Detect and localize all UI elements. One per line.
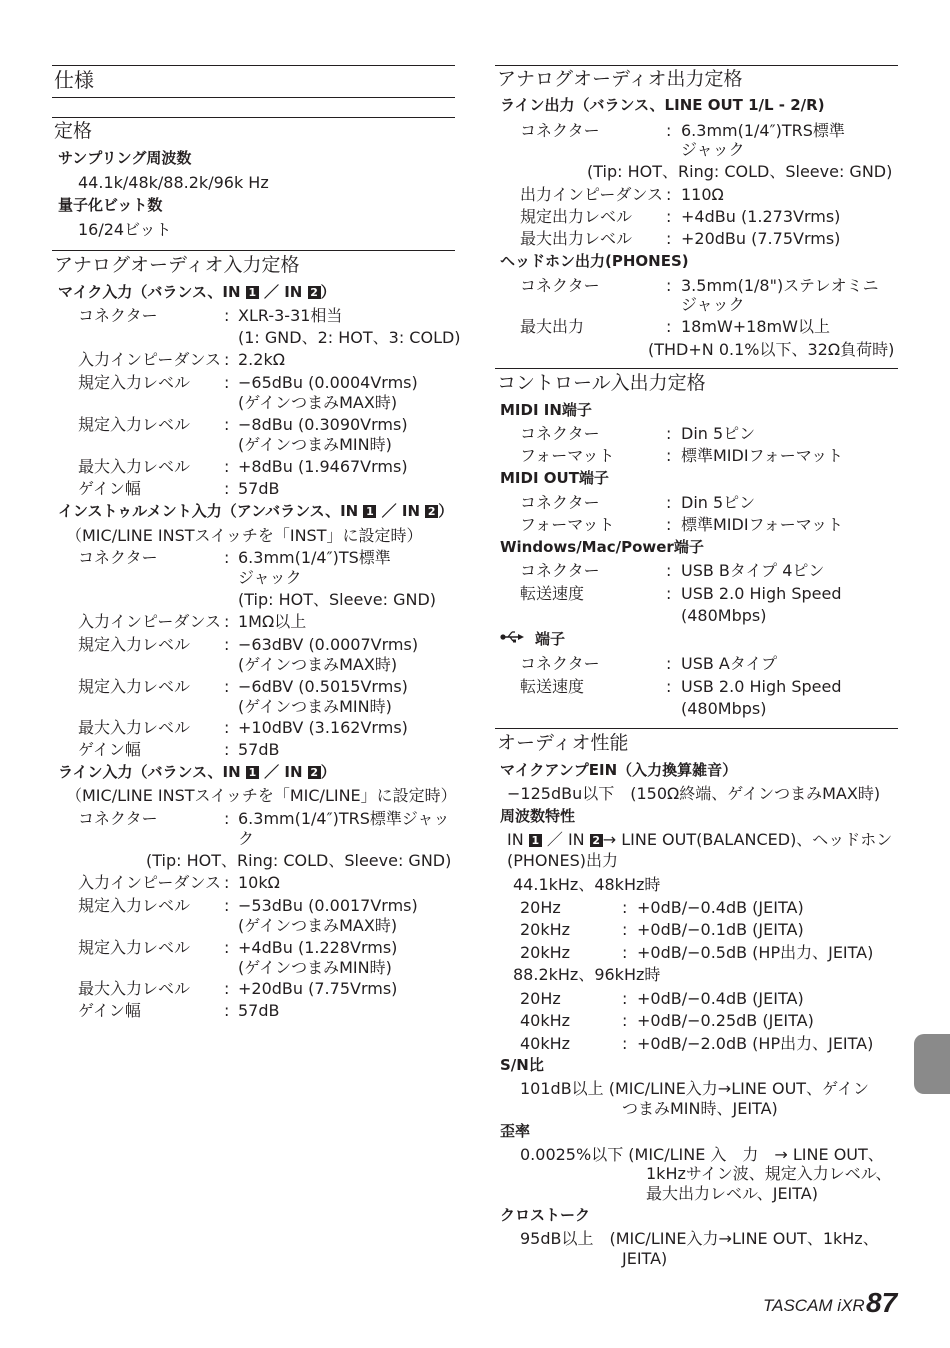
title-rule-bottom [52, 97, 455, 98]
spec-value: (Tip: HOT、Ring: COLD、Sleeve: GND) [146, 851, 452, 870]
colon: : [666, 561, 672, 580]
colon: : [224, 415, 230, 434]
spec-note: (ゲインつまみMAX時) [238, 655, 398, 674]
section-rule [495, 65, 898, 66]
spec-label: コネクター [520, 276, 600, 295]
colon: : [622, 943, 628, 962]
sn-value: 101dB以上 (MIC/LINE入力→LINE OUT、ゲイン [520, 1079, 869, 1098]
spec-value: ジャック [681, 295, 745, 314]
in-1-badge: 1 [529, 834, 542, 847]
spec-label: 最大出力 [520, 317, 585, 336]
colon: : [224, 1001, 230, 1020]
spec-value: 57dB [238, 740, 280, 759]
spec-value: USB 2.0 High Speed [681, 677, 842, 696]
spec-label: 最大出力レベル [520, 229, 633, 248]
distortion-value: 0.0025%以下 (MIC/LINE 入 力 → LINE OUT、 [520, 1145, 884, 1164]
bit-label: 量子化ビット数 [58, 196, 163, 214]
freq-path: IN 1 ／ IN 2 → LINE OUT(BALANCED)、ヘッドホン [507, 830, 893, 849]
spec-value: +8dBu (1.9467Vrms) [238, 457, 408, 476]
spec-value: 57dB [238, 479, 280, 498]
spec-value: −8dBu (0.3090Vrms) [238, 415, 408, 434]
spec-value: USB Bタイプ 4ピン [681, 561, 825, 580]
freq-group-2: 88.2kHz、96kHz時 [513, 965, 661, 984]
ein-value: −125dBu以下 (150Ω終端、ゲインつまみMAX時) [507, 784, 881, 803]
spec-value: ジャック [681, 140, 745, 159]
freq-label: 20Hz [520, 989, 561, 1008]
spec-label: ゲイン幅 [78, 740, 141, 759]
line-input-title: ライン入力（バランス、IN 1 ／ IN 2 ） [58, 763, 336, 781]
spec-label: 入力インピーダンス [78, 873, 222, 892]
spec-value: USB Aタイプ [681, 654, 778, 673]
in-1-badge: 1 [363, 505, 376, 518]
freq-value: +0dB/−0.5dB (HP出力、JEITA) [637, 943, 874, 962]
usb-a-title: 端子 [535, 630, 566, 648]
colon: : [666, 493, 672, 512]
in-1-badge: 1 [246, 766, 259, 779]
midi-out-title: MIDI OUT端子 [500, 469, 609, 487]
switch-note: （MIC/LINE INSTスイッチを「MIC/LINE」に設定時） [66, 786, 457, 805]
sampling-value: 44.1k/48k/88.2k/96k Hz [78, 173, 269, 192]
spec-value: 110Ω [681, 185, 724, 204]
section-rule [495, 728, 898, 729]
freq-label: 20kHz [520, 943, 571, 962]
spec-value: ジャック [238, 568, 302, 587]
freq-title: 周波数特性 [500, 807, 576, 825]
sn-value-2: つまみMIN時、JEITA) [622, 1099, 778, 1118]
colon: : [224, 979, 230, 998]
spec-label: ゲイン幅 [78, 479, 141, 498]
colon: : [224, 809, 230, 828]
phones-title: ヘッドホン出力(PHONES) [500, 252, 689, 270]
spec-value: ク [238, 829, 255, 848]
line-out-title: ライン出力（バランス、LINE OUT 1/L - 2/R) [500, 96, 825, 114]
in-2-badge: 2 [308, 286, 321, 299]
spec-value: +4dBu (1.273Vrms) [681, 207, 841, 226]
mic-input-title: マイク入力（バランス、IN 1 ／ IN 2 ） [58, 283, 336, 301]
spec-label: コネクター [520, 424, 600, 443]
spec-note: (ゲインつまみMIN時) [238, 435, 392, 454]
freq-value: +0dB/−0.4dB (JEITA) [637, 898, 804, 917]
freq-label: 40kHz [520, 1034, 571, 1053]
spec-label: 規定入力レベル [78, 938, 191, 957]
colon: : [666, 207, 672, 226]
crosstalk-value-2: JEITA) [622, 1249, 668, 1268]
freq-value: +0dB/−0.1dB (JEITA) [637, 920, 804, 939]
spec-value: 1MΩ以上 [238, 612, 307, 631]
distortion-value-3: 最大出力レベル、JEITA) [646, 1184, 818, 1203]
midi-in-title: MIDI IN端子 [500, 401, 592, 419]
colon: : [224, 548, 230, 567]
colon: : [224, 457, 230, 476]
spec-label: 入力インピーダンス [78, 350, 222, 369]
freq-path-2: (PHONES)出力 [507, 851, 618, 870]
spec-label: 規定入力レベル [78, 896, 191, 915]
spec-value: (Tip: HOT、Ring: COLD、Sleeve: GND) [587, 162, 893, 181]
spec-label: コネクター [520, 121, 600, 140]
freq-value: +0dB/−2.0dB (HP出力、JEITA) [637, 1034, 874, 1053]
switch-note: （MIC/LINE INSTスイッチを「INST」に設定時） [66, 526, 423, 545]
colon: : [622, 920, 628, 939]
spec-note: (THD+N 0.1%以下、32Ω負荷時) [648, 340, 895, 359]
spec-value: (Tip: HOT、Sleeve: GND) [238, 590, 437, 609]
sampling-label: サンプリング周波数 [58, 149, 192, 167]
spec-note: (ゲインつまみMIN時) [238, 958, 392, 977]
spec-value: 57dB [238, 1001, 280, 1020]
colon: : [224, 373, 230, 392]
colon: : [224, 938, 230, 957]
colon: : [666, 185, 672, 204]
spec-value: (1: GND、2: HOT、3: COLD) [238, 328, 461, 347]
spec-label: 最大入力レベル [78, 718, 191, 737]
audio-perf-heading: オーディオ性能 [497, 732, 629, 754]
spec-label: コネクター [78, 306, 158, 325]
control-heading: コントロール入出力定格 [497, 372, 706, 394]
section-rule [495, 368, 898, 369]
colon: : [224, 677, 230, 696]
title-rule-top [52, 65, 455, 66]
colon: : [224, 306, 230, 325]
colon: : [224, 718, 230, 737]
spec-label: 最大入力レベル [78, 457, 191, 476]
spec-value: Din 5ピン [681, 493, 756, 512]
colon: : [224, 896, 230, 915]
freq-value: +0dB/−0.25dB (JEITA) [637, 1011, 814, 1030]
in-2-badge: 2 [425, 505, 438, 518]
sn-title: S/N比 [500, 1056, 544, 1074]
spec-label: コネクター [520, 493, 600, 512]
analog-in-heading: アナログオーディオ入力定格 [54, 254, 300, 276]
colon: : [666, 121, 672, 140]
spec-label: コネクター [78, 548, 158, 567]
spec-label: 入力インピーダンス [78, 612, 222, 631]
in-1-badge: 1 [246, 286, 259, 299]
spec-note: (ゲインつまみMAX時) [238, 916, 398, 935]
colon: : [622, 1034, 628, 1053]
spec-label: コネクター [520, 654, 600, 673]
colon: : [622, 898, 628, 917]
colon: : [224, 635, 230, 654]
spec-value: 10kΩ [238, 873, 280, 892]
spec-value: 3.5mm(1/8")ステレオミニ [681, 276, 879, 295]
spec-value: (480Mbps) [681, 699, 767, 718]
spec-label: コネクター [520, 561, 600, 580]
distortion-value-2: 1kHzサイン波、規定入力レベル、 [646, 1164, 892, 1183]
analog-out-heading: アナログオーディオ出力定格 [497, 68, 743, 90]
spec-value: (480Mbps) [681, 606, 767, 625]
colon: : [666, 276, 672, 295]
spec-label: 規定入力レベル [78, 373, 191, 392]
spec-value: +10dBV (3.162Vrms) [238, 718, 408, 737]
crosstalk-value: 95dB以上 (MIC/LINE入力→LINE OUT、1kHz、 [520, 1229, 879, 1248]
footer-brand: TASCAM iXR [763, 1296, 865, 1315]
spec-label: 規定出力レベル [520, 207, 633, 226]
in-2-badge: 2 [590, 834, 603, 847]
colon: : [224, 612, 230, 631]
distortion-title: 歪率 [500, 1122, 531, 1140]
spec-value: USB 2.0 High Speed [681, 584, 842, 603]
colon: : [666, 677, 672, 696]
colon: : [224, 873, 230, 892]
colon: : [224, 479, 230, 498]
spec-value: 標準MIDIフォーマット [681, 515, 844, 534]
spec-value: +20dBu (7.75Vrms) [238, 979, 398, 998]
page-title: 仕様 [54, 68, 94, 92]
spec-value: −63dBV (0.0007Vrms) [238, 635, 419, 654]
spec-note: (ゲインつまみMIN時) [238, 697, 392, 716]
section-rule [52, 250, 455, 251]
spec-value: +4dBu (1.228Vrms) [238, 938, 398, 957]
spec-value: −65dBu (0.0004Vrms) [238, 373, 418, 392]
ein-title: マイクアンプEIN（入力換算雑音） [500, 761, 738, 779]
spec-label: コネクター [78, 809, 158, 828]
colon: : [622, 989, 628, 1008]
freq-value: +0dB/−0.4dB (JEITA) [637, 989, 804, 1008]
freq-label: 20kHz [520, 920, 571, 939]
spec-value: −53dBu (0.0017Vrms) [238, 896, 418, 915]
section-rule [52, 117, 455, 118]
spec-value: 18mW+18mW以上 [681, 317, 830, 336]
bit-value: 16/24ビット [78, 220, 172, 239]
colon: : [666, 424, 672, 443]
ratings-heading: 定格 [54, 120, 93, 142]
spec-label: ゲイン幅 [78, 1001, 141, 1020]
colon: : [224, 350, 230, 369]
spec-value: +20dBu (7.75Vrms) [681, 229, 841, 248]
spec-value: Din 5ピン [681, 424, 756, 443]
spec-value: 6.3mm(1/4″)TS標準 [238, 548, 391, 567]
spec-value: 6.3mm(1/4″)TRS標準 [681, 121, 845, 140]
freq-label: 20Hz [520, 898, 561, 917]
colon: : [224, 740, 230, 759]
spec-value: 6.3mm(1/4″)TRS標準ジャッ [238, 809, 450, 828]
spec-value: XLR-3-31相当 [238, 306, 343, 325]
usb-b-title: Windows/Mac/Power端子 [500, 538, 704, 556]
spec-value: −6dBV (0.5015Vrms) [238, 677, 408, 696]
spec-value: 標準MIDIフォーマット [681, 446, 844, 465]
freq-group-1: 44.1kHz、48kHz時 [513, 875, 661, 894]
in-2-badge: 2 [308, 766, 321, 779]
colon: : [666, 229, 672, 248]
colon: : [666, 654, 672, 673]
chapter-tab [914, 1034, 950, 1094]
colon: : [622, 1011, 628, 1030]
colon: : [666, 515, 672, 534]
inst-input-title: インストゥルメント入力（アンバランス、IN 1 ／ IN 2 ） [58, 502, 454, 520]
spec-label: 規定入力レベル [78, 415, 191, 434]
spec-label: 規定入力レベル [78, 677, 191, 696]
spec-label: 転送速度 [520, 584, 585, 603]
colon: : [666, 317, 672, 336]
spec-label: 出力インピーダンス [520, 185, 664, 204]
crosstalk-title: クロストーク [500, 1206, 591, 1224]
colon: : [666, 584, 672, 603]
colon: : [666, 446, 672, 465]
spec-label: フォーマット [520, 446, 615, 465]
spec-value: 2.2kΩ [238, 350, 285, 369]
spec-label: 転送速度 [520, 677, 585, 696]
spec-label: フォーマット [520, 515, 615, 534]
spec-label: 規定入力レベル [78, 635, 191, 654]
spec-label: 最大入力レベル [78, 979, 191, 998]
spec-note: (ゲインつまみMAX時) [238, 393, 398, 412]
page-number: 87 [866, 1287, 898, 1318]
usb-icon [500, 630, 524, 647]
freq-label: 40kHz [520, 1011, 571, 1030]
